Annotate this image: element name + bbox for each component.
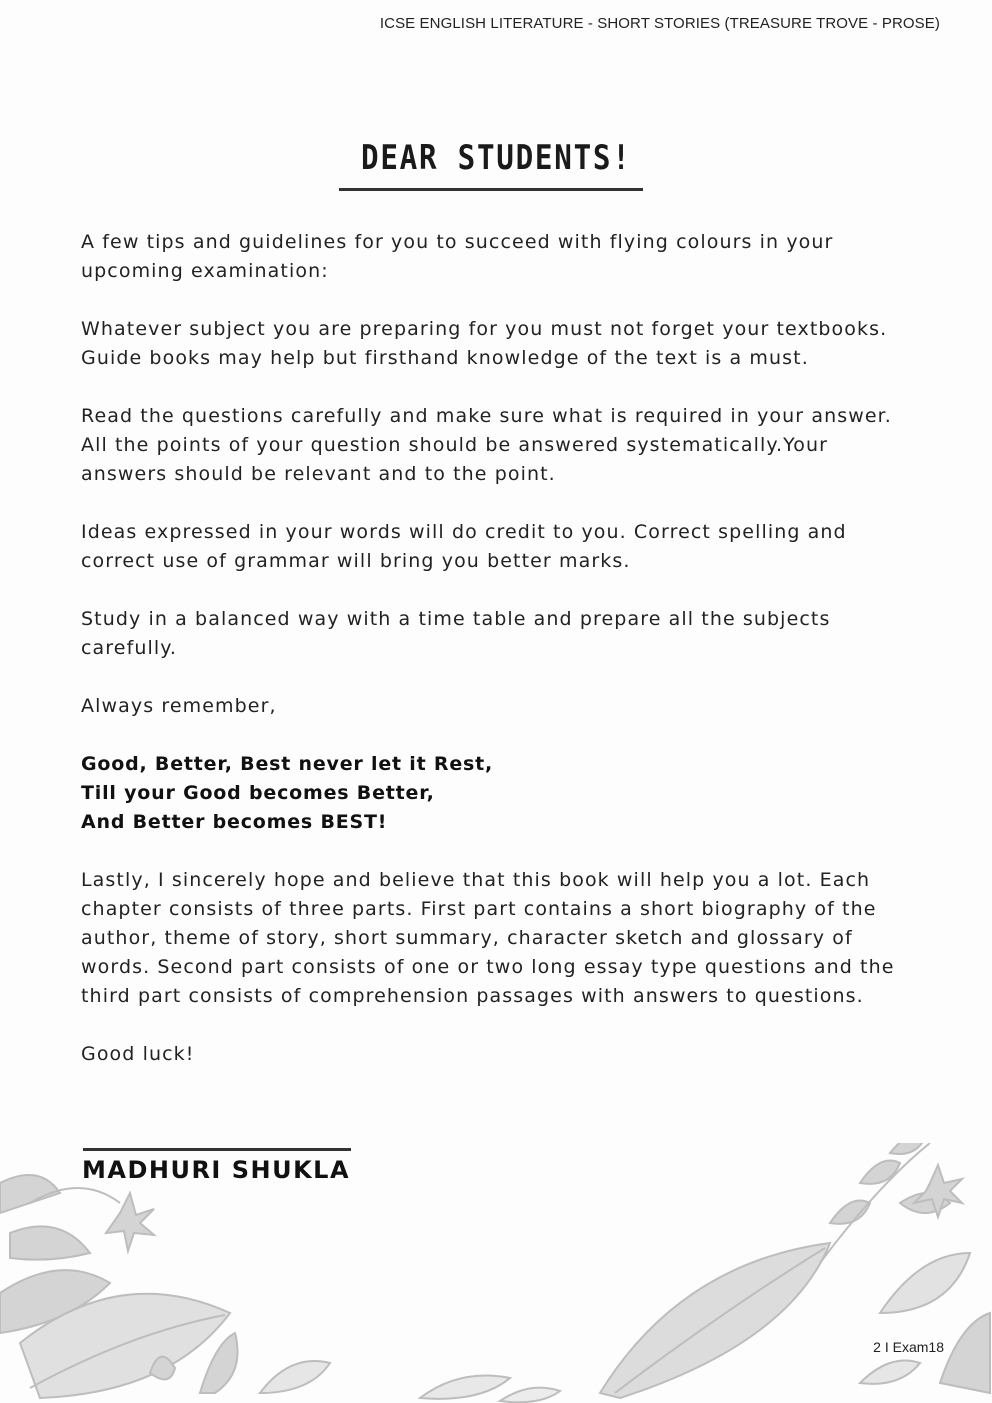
running-header: ICSE ENGLISH LITERATURE - SHORT STORIES (TREASURE TROVE - PROSE) bbox=[379, 15, 940, 32]
paragraph-closing: Lastly, I sincerely hope and believe that this book will help you a lot. Each chapter consists of three parts. First part contains a short biography of the author, theme of story, short summary, character sketch and glossary of words. Second part consists of one or two long essay type questions and the third part consists of comprehension passages with answers to questions. bbox=[81, 869, 895, 1007]
motto-line: Good, Better, Best never let it Rest, bbox=[81, 753, 494, 775]
sign-off: Good luck! bbox=[81, 1043, 195, 1065]
motto-line: Till your Good becomes Better, bbox=[81, 782, 435, 804]
title-block bbox=[0, 138, 992, 178]
title-underline bbox=[339, 188, 643, 191]
page-number: 2 I Exam18 bbox=[873, 1339, 944, 1355]
motto-line: And Better becomes BEST! bbox=[81, 811, 388, 833]
page-title: DEAR STUDENTS! bbox=[360, 138, 632, 178]
leaf-decoration bbox=[0, 1143, 992, 1403]
signature: MADHURI SHUKLA bbox=[82, 1156, 351, 1184]
paragraph-intro: A few tips and guidelines for you to succeed with flying colours in your upcoming examination: bbox=[81, 231, 834, 282]
paragraph-textbooks: Whatever subject you are preparing for you must not forget your textbooks. Guide books may help but firsthand knowledge of the text is a must. bbox=[81, 318, 888, 369]
paragraph-questions: Read the questions carefully and make sure what is required in your answer. All the points of your question should be answered systematically.Your answers should be relevant and to the point. bbox=[81, 405, 892, 485]
paragraph-ideas: Ideas expressed in your words will do credit to you. Correct spelling and correct use of grammar will bring you better marks. bbox=[81, 521, 847, 572]
paragraph-study: Study in a balanced way with a time table and prepare all the subjects carefully. bbox=[81, 608, 831, 659]
motto bbox=[81, 750, 916, 837]
letter-body bbox=[81, 228, 916, 1098]
paragraph-remember: Always remember, bbox=[81, 695, 277, 717]
